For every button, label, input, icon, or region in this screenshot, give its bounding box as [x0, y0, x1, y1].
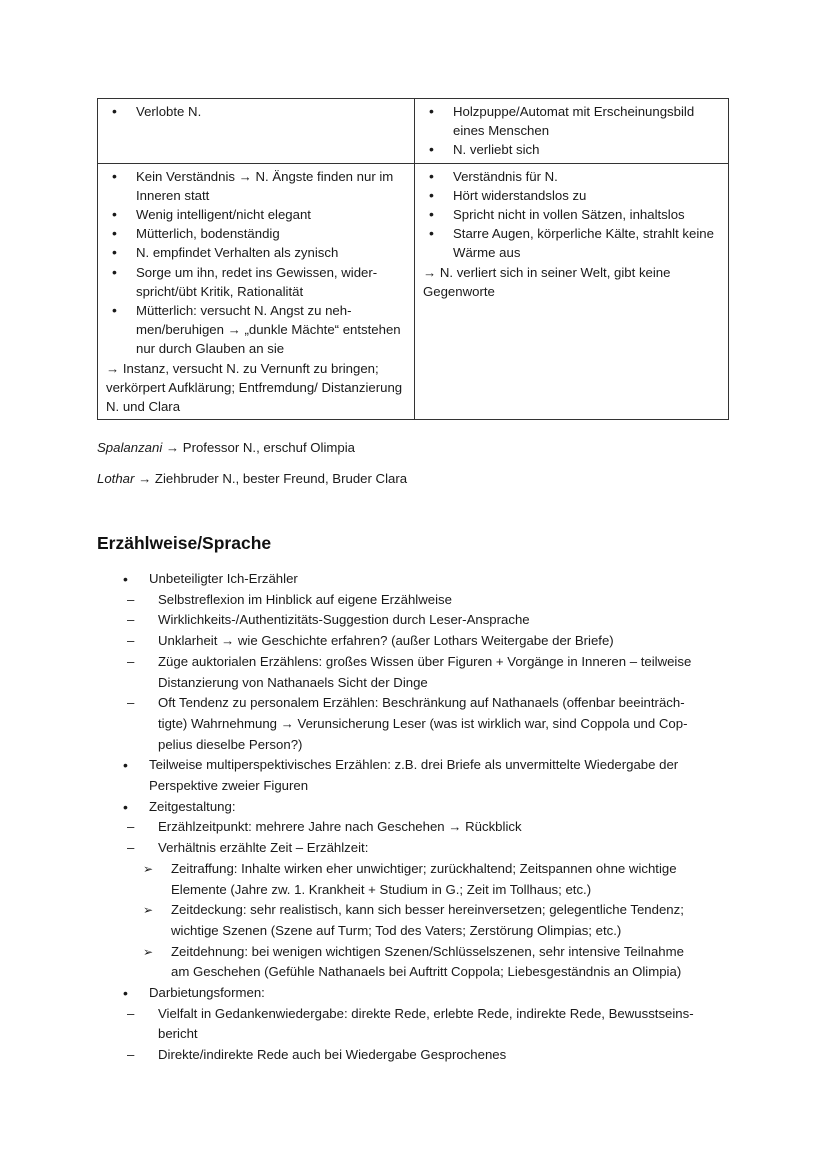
list-text: Verhältnis erzählte Zeit – Erzählzeit:	[158, 840, 369, 856]
list-item	[97, 776, 737, 797]
narration-list	[97, 569, 737, 1066]
cell-summary: → Instanz, versucht N. zu Vernunft zu bringen; verkörpert Aufklärung; Entfremdung/ Distanzierung N. und Clara	[106, 360, 403, 415]
character-desc: → Professor N., erschuf Olimpia	[162, 440, 356, 455]
list-item: • Holzpuppe/Automat mit Erscheinungsbild eines Menschen	[423, 102, 720, 140]
bullet-list	[423, 102, 720, 160]
list-item	[97, 900, 737, 921]
list-text: Selbstreflexion im Hinblick auf eigene Erzählweise	[158, 591, 452, 607]
list-text: Direkte/indirekte Rede auch bei Wiedergabe Gesprochenes	[158, 1047, 507, 1063]
list-text: am Geschehen (Gefühle Nathanaels bei Auftritt Coppola; Liebesgeständnis an Olimpia)	[171, 964, 682, 980]
list-text: Teilweise multiperspektivisches Erzählen: z.B. drei Briefe als unvermittelte Wiedergabe der	[149, 757, 679, 773]
list-item	[97, 714, 737, 735]
character-desc: → Ziehbruder N., bester Freund, Bruder Clara	[134, 471, 408, 486]
list-text: Darbietungsformen:	[149, 985, 265, 1001]
list-item	[97, 735, 737, 756]
list-marker: –	[127, 612, 135, 628]
list-marker: –	[127, 633, 135, 649]
list-item: • N. empfindet Verhalten als zynisch	[106, 243, 406, 262]
character-name: Lothar	[97, 471, 135, 486]
list-item: • Starre Augen, körperliche Kälte, strahlt keine Wärme aus	[423, 224, 720, 262]
list-item	[97, 755, 737, 776]
list-item: • Sorge um ihn, redet ins Gewissen, wider-spricht/übt Kritik, Rationalität	[106, 263, 406, 301]
list-item: • Kein Verständnis → N. Ängste finden nur im Inneren statt	[106, 167, 406, 205]
list-text: Distanzierung von Nathanaels Sicht der Dinge	[158, 674, 428, 690]
list-item: • Mütterlich, bodenständig	[106, 224, 406, 243]
table-cell-right	[415, 99, 729, 164]
table-cell-left	[98, 99, 415, 164]
list-item: • Mütterlich: versucht N. Angst zu neh-men/beruhigen → „dunkle Mächte“ entstehen nur durch Glauben an sie	[106, 301, 406, 359]
list-text: bericht	[158, 1026, 198, 1042]
list-text: Züge auktorialen Erzählens: großes Wissen über Figuren + Vorgänge in Inneren – teilweise	[158, 653, 692, 669]
list-marker: ➢	[143, 903, 154, 918]
list-text: Oft Tendenz zu personalem Erzählen: Beschränkung auf Nathanaels (offenbar beeinträch-	[158, 695, 685, 711]
character-table	[97, 98, 729, 420]
list-item	[97, 590, 737, 611]
list-item: • Hört widerstandslos zu	[423, 186, 720, 205]
list-text: Unbeteiligter Ich-Erzähler	[149, 571, 298, 586]
list-text: Zeitraffung: Inhalte wirken eher unwichtiger; zurückhaltend; Zeitspannen ohne wichtige	[171, 860, 677, 876]
list-item	[97, 1045, 737, 1066]
table-row	[98, 99, 729, 164]
list-marker: ➢	[143, 861, 154, 876]
list-item	[97, 817, 737, 838]
bullet-list	[106, 102, 406, 121]
list-item	[97, 1024, 737, 1045]
list-item	[97, 797, 737, 818]
list-text: pelius dieselbe Person?)	[158, 736, 303, 752]
list-item	[97, 610, 737, 631]
list-item	[97, 859, 737, 880]
character-line	[97, 438, 355, 457]
list-marker: –	[127, 1005, 135, 1021]
list-text: Zeitdeckung: sehr realistisch, kann sich besser hereinversetzen; gelegentliche Tendenz;	[171, 902, 684, 918]
list-item: • Verlobte N.	[106, 102, 406, 121]
list-marker: •	[123, 571, 128, 587]
list-text: Perspektive zweier Figuren	[149, 778, 309, 794]
list-text: Zeitdehnung: bei wenigen wichtigen Szenen/Schlüsselszenen, sehr intensive Teilnahme	[171, 943, 684, 959]
list-item: • Spricht nicht in vollen Sätzen, inhaltslos	[423, 205, 720, 224]
list-marker: –	[127, 591, 135, 607]
list-item	[97, 921, 737, 942]
list-text: Zeitgestaltung:	[149, 798, 236, 814]
bullet-list	[106, 167, 406, 359]
list-item	[97, 673, 737, 694]
list-item	[97, 880, 737, 901]
list-item: • Wenig intelligent/nicht elegant	[106, 205, 406, 224]
list-item	[97, 631, 737, 652]
list-text: Elemente (Jahre zw. 1. Krankheit + Studium in G.; Zeit im Tollhaus; etc.)	[171, 881, 592, 897]
list-marker: –	[127, 695, 135, 711]
list-marker: –	[127, 840, 135, 856]
list-text: Wirklichkeits-/Authentizitäts-Suggestion durch Leser-Ansprache	[158, 612, 530, 628]
section-title: Erzählweise/Sprache	[97, 533, 272, 553]
list-marker: •	[123, 757, 128, 774]
list-item	[97, 1004, 737, 1025]
bullet-list	[423, 167, 720, 263]
table-cell-right	[415, 163, 729, 420]
list-marker: •	[123, 798, 128, 815]
table-cell-left	[98, 163, 415, 420]
list-marker: –	[127, 819, 135, 835]
list-text: Unklarheit → wie Geschichte erfahren? (außer Lothars Weitergabe der Briefe)	[158, 633, 614, 649]
list-text: wichtige Szenen (Szene auf Turm; Tod des Vaters; Zerstörung Olimpias; etc.)	[171, 922, 622, 938]
list-marker: –	[127, 1047, 135, 1063]
list-text: Erzählzeitpunkt: mehrere Jahre nach Geschehen → Rückblick	[158, 819, 522, 835]
list-item	[97, 962, 737, 983]
list-item	[97, 652, 737, 673]
list-text: tigte) Wahrnehmung → Verunsicherung Leser (was ist wirklich war, sind Coppola und Cop-	[158, 715, 688, 731]
character-line	[97, 469, 407, 488]
list-text: Vielfalt in Gedankenwiedergabe: direkte Rede, erlebte Rede, indirekte Rede, Bewusstseins-	[158, 1005, 694, 1021]
list-item	[97, 569, 737, 590]
cell-summary: → N. verliert sich in seiner Welt, gibt keine Gegenworte	[423, 264, 671, 299]
table-row	[98, 163, 729, 420]
list-marker: •	[123, 985, 128, 1002]
list-item: • N. verliebt sich	[423, 140, 720, 159]
list-marker: –	[127, 653, 135, 669]
list-marker: ➢	[143, 944, 154, 959]
list-item	[97, 942, 737, 963]
list-item	[97, 693, 737, 714]
list-item: • Verständnis für N.	[423, 167, 720, 186]
list-item	[97, 983, 737, 1004]
character-name: Spalanzani	[97, 440, 163, 455]
list-item	[97, 838, 737, 859]
